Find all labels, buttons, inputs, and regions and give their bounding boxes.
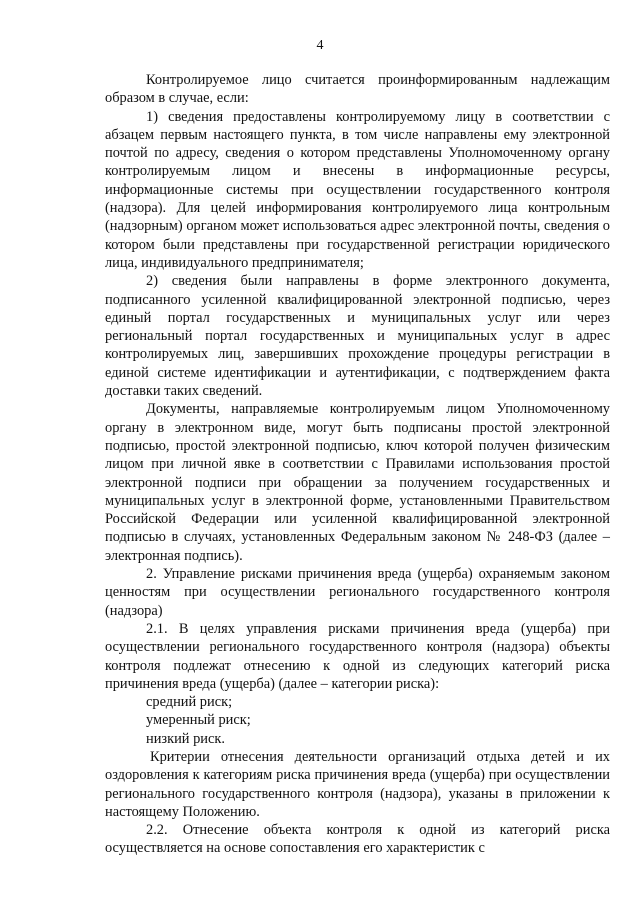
document-body bbox=[105, 71, 610, 858]
page-number: 4 bbox=[316, 38, 324, 53]
paragraph-2-2-risk-assignment: 2.2. Отнесение объекта контроля к одной из категорий риска осуществляется на основе сопоставления его характеристик с bbox=[105, 822, 610, 857]
paragraph-2-1-risk-categories: 2.1. В целях управления рисками причинения вреда (ущерба) при осуществлении регионального государственного контроля (надзора) объекты контроля подлежат отнесению к одной из следующих категорий риска причинения вреда (ущерба) (далее – категории риска): bbox=[105, 620, 610, 692]
paragraph-condition-1: 1) сведения предоставлены контролируемому лицу в соответствии с абзацем первым настоящего пункта, в том числе направлены ему электронной почтой по адресу, сведения о котором представлены Уполномоченному органу контролируемым лицом и внесены в информационные ресурсы, информационные системы при осуществлении государственного контроля (надзора). Для целей информирования контролируемого лица контрольным (надзорным) органом может использоваться адрес электронной почты, сведения о котором были представлены при государственной регистрации юридического лица, индивидуального предпринимателя; bbox=[105, 108, 610, 271]
risk-category-medium: средний риск; bbox=[146, 694, 233, 711]
paragraph-risk-criteria: Критерии отнесения деятельности организаций отдыха детей и их оздоровления к категориям риска причинения вреда (ущерба) при осуществлении регионального государственного контроля (надзора), указаны в приложении к настоящему Положению. bbox=[105, 748, 610, 820]
section-heading-risk-management: 2. Управление рисками причинения вреда (ущерба) охраняемым законом ценностям при осуществлении регионального государственного контроля (надзора) bbox=[105, 566, 610, 619]
paragraph-documents-signature: Документы, направляемые контролируемым лицом Уполномоченному органу в электронном виде, могут быть подписаны простой электронной подписью, простой электронной подписью, ключ которой получен физическим лицом при личной явке в соответствии с Правилами использования простой электронной подписи при обращении за получением государственных и муниципальных услуг в электронной форме, установленными Правительством Российской Федерации или усиленной квалифицированной электронной подписью в случаях, установленных Федеральным законом № 248-ФЗ (далее – электронная подпись). bbox=[105, 401, 610, 564]
paragraph-condition-2: 2) сведения были направлены в форме электронного документа, подписанного усиленной квалифицированной электронной подписью, через единый портал государственных и муниципальных услуг или через региональный портал государственных и муниципальных услуг в адрес контролируемых лиц, завершивших прохождение процедуры регистрации в единой системе идентификации и аутентификации, с подтверждением факта доставки таких сведений. bbox=[105, 273, 610, 400]
risk-category-moderate: умеренный риск; bbox=[146, 712, 251, 729]
risk-category-low: низкий риск. bbox=[146, 730, 225, 747]
paragraph-informed-condition: Контролируемое лицо считается проинформированным надлежащим образом в случае, если: bbox=[105, 72, 610, 107]
